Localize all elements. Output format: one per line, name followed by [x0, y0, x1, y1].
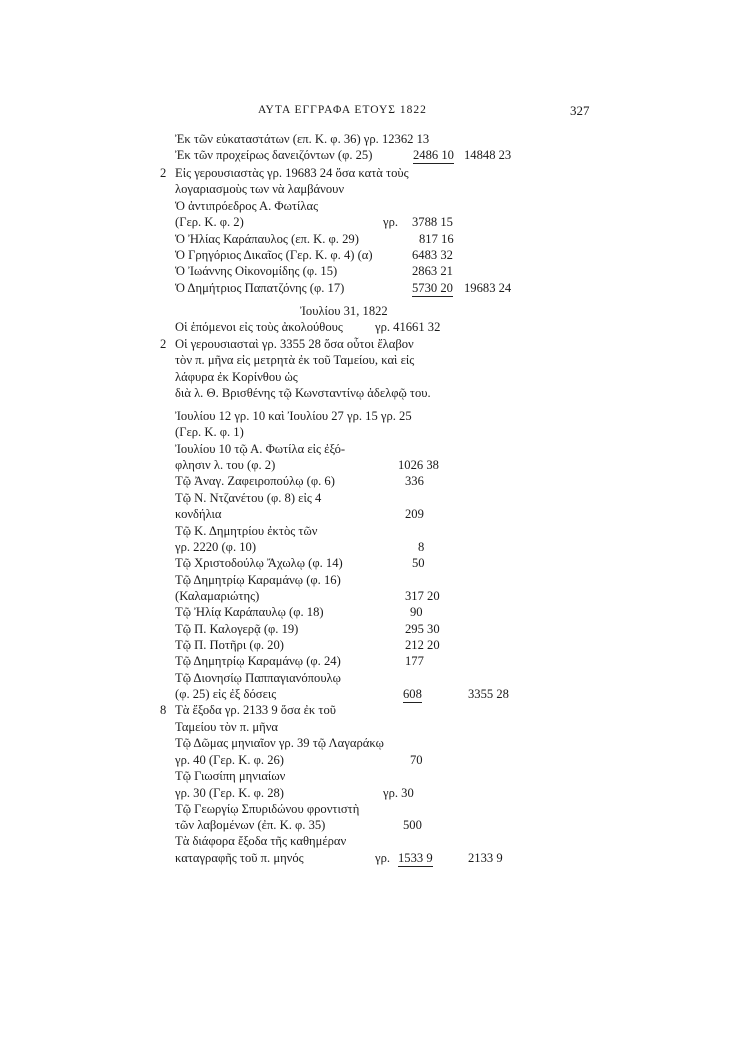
line-text: λάφυρα ἐκ Κορίνθου ὡς	[175, 370, 298, 384]
line-text: 8	[160, 703, 167, 717]
line-text: λογαριασμοὺς των νὰ λαμβάνουν	[175, 182, 345, 196]
line-text: τῶν λαβομένων (ἐπ. Κ. φ. 35)	[175, 818, 326, 832]
amount-cell: 317 20	[405, 589, 440, 603]
amount-cell: 70	[410, 753, 423, 767]
line-text: τὸν π. μῆνα εἰς μετρητὰ ἐκ τοῦ Ταμείου, καὶ εἰς	[175, 353, 415, 367]
line-text: Τῷ Π. Ποτῆρι (φ. 20)	[175, 638, 284, 652]
line-text: Ὁ Γρηγόριος Δικαῖος (Γερ. Κ. φ. 4) (α)	[175, 248, 373, 262]
line-text: Ἰουλίου 10 τῷ Α. Φωτίλα εἰς ἐξό-	[175, 442, 346, 456]
line-text: Τῷ Δημητρίῳ Καραμάνῳ (φ. 24)	[175, 654, 341, 668]
line-text: Τῷ Π. Καλογερᾷ (φ. 19)	[175, 622, 299, 636]
amount-cell: 608	[403, 687, 422, 701]
line-text: (Γερ. Κ. φ. 1)	[175, 425, 244, 439]
amount-cell: 2486 10	[413, 148, 454, 162]
line-text: (φ. 25) εἰς ἐξ δόσεις	[175, 687, 277, 701]
line-text: Ταμείου τὸν π. μῆνα	[175, 720, 279, 734]
line-text: Ἐκ τῶν εὐκαταστάτων (επ. Κ. φ. 36) γρ. 12362 13	[175, 132, 430, 146]
line-text: Οἱ ἑπόμενοι εἰς τοὺς ἀκολούθους	[175, 320, 343, 334]
line-text: Τῷ Ν. Ντζανέτου (φ. 8) εἰς 4	[175, 491, 322, 505]
line-text: 2	[160, 166, 167, 180]
line-text: Τῷ Ἠλίᾳ Καράπαυλῳ (φ. 18)	[175, 605, 324, 619]
amount-cell: γρ. 41661 32	[375, 320, 441, 334]
line-text: Τὰ διάφορα ἔξοδα τῆς καθημέραν	[175, 834, 347, 848]
line-text: Τῷ Δημητρίῳ Καραμάνῳ (φ. 16)	[175, 573, 341, 587]
line-text: Τῷ Χριστοδούλῳ Ἄχωλῳ (φ. 14)	[175, 556, 343, 570]
amount-cell: 177	[405, 654, 424, 668]
amount-cell: 5730 20	[412, 281, 453, 295]
line-text: Τῷ Διονησίῳ Παππαγιανόπουλῳ	[175, 671, 341, 685]
amount-cell: 19683 24	[464, 281, 512, 295]
amount-cell: γρ. 30	[383, 786, 414, 800]
line-text: (Γερ. Κ. φ. 2)	[175, 215, 244, 229]
line-text: Ἰουλίου 12 γρ. 10 καὶ Ἰουλίου 27 γρ. 15 γρ. 25	[175, 409, 412, 423]
line-text: Ἐκ τῶν προχείρως δανειζόντων (φ. 25)	[175, 148, 373, 162]
amount-cell: 14848 23	[464, 148, 512, 162]
line-text: Ὁ Δημήτριος Παπατζόνης (φ. 17)	[175, 281, 345, 295]
line-text: γρ. 2220 (φ. 10)	[175, 540, 257, 554]
page-number: 327	[570, 103, 590, 118]
line-text: 2	[160, 337, 167, 351]
amount-cell: Εἰς γερουσιαστὰς γρ. 19683 24 ὅσα κατὰ τοὺς	[175, 166, 409, 180]
amount-cell: 3788 15	[412, 215, 453, 229]
line-text: Ὁ Ἠλίας Καράπαυλος (επ. Κ. φ. 29)	[175, 232, 359, 246]
line-text: (Καλαμαριώτης)	[175, 589, 260, 603]
line-text: Ὁ ἀντιπρόεδρος Α. Φωτίλας	[175, 199, 319, 213]
line-text: κονδήλια	[175, 507, 222, 521]
amount-cell: 1026 38	[398, 458, 439, 472]
amount-cell: γρ.	[383, 215, 398, 229]
amount-cell: 90	[410, 605, 423, 619]
amount-cell: 1533 9	[398, 851, 433, 865]
amount-cell: 817 16	[419, 232, 454, 246]
amount-cell: 212 20	[405, 638, 440, 652]
line-text: Τῷ Κ. Δημητρίου ἐκτὸς τῶν	[175, 524, 318, 538]
amount-cell: 3355 28	[468, 687, 509, 701]
line-text: Ὁ Ἰωάννης Οἰκονομίδης (φ. 15)	[175, 264, 338, 278]
amount-cell: 2133 9	[468, 851, 503, 865]
running-header-title: ΑΥΤΑ ΕΓΓΡΑΦΑ ΕΤΟΥΣ 1822	[258, 104, 427, 116]
amount-cell: Τὰ ἔξοδα γρ. 2133 9 ὅσα ἐκ τοῦ	[175, 703, 336, 717]
amount-cell: 2863 21	[412, 264, 453, 278]
line-text: Τῷ Γιωσίπη μηνιαίων	[175, 769, 286, 783]
line-text: Τῷ Δῶμας μηνιαῖον γρ. 39 τῷ Λαγαράκῳ	[175, 736, 384, 750]
line-text: φλησιν λ. του (φ. 2)	[175, 458, 276, 472]
line-text: Τῷ Ἀναγ. Ζαφειροπούλῳ (φ. 6)	[175, 474, 335, 488]
line-text: γρ. 40 (Γερ. Κ. φ. 26)	[175, 753, 284, 767]
line-text: γρ. 30 (Γερ. Κ. φ. 28)	[175, 786, 284, 800]
amount-cell: 336	[405, 474, 424, 488]
amount-cell: γρ.	[375, 851, 390, 865]
amount-cell: 6483 32	[412, 248, 453, 262]
amount-cell: Οἱ γερουσιασταὶ γρ. 3355 28 ὅσα οὗτοι ἔλαβον	[175, 337, 414, 351]
amount-cell: 50	[412, 556, 425, 570]
amount-cell: 295 30	[405, 622, 440, 636]
line-text: διὰ λ. Θ. Βρισθένης τῷ Κωνσταντίνῳ ἀδελφῷ του.	[175, 386, 431, 400]
line-text: καταγραφῆς τοῦ π. μηνός	[175, 851, 304, 865]
amount-cell: 8	[418, 540, 425, 554]
line-text: Τῷ Γεωργίῳ Σπυριδώνου φροντιστὴ	[175, 802, 360, 816]
amount-cell: 500	[403, 818, 422, 832]
amount-cell: 209	[405, 507, 424, 521]
line-text: Ἰουλίου 31, 1822	[300, 304, 388, 318]
